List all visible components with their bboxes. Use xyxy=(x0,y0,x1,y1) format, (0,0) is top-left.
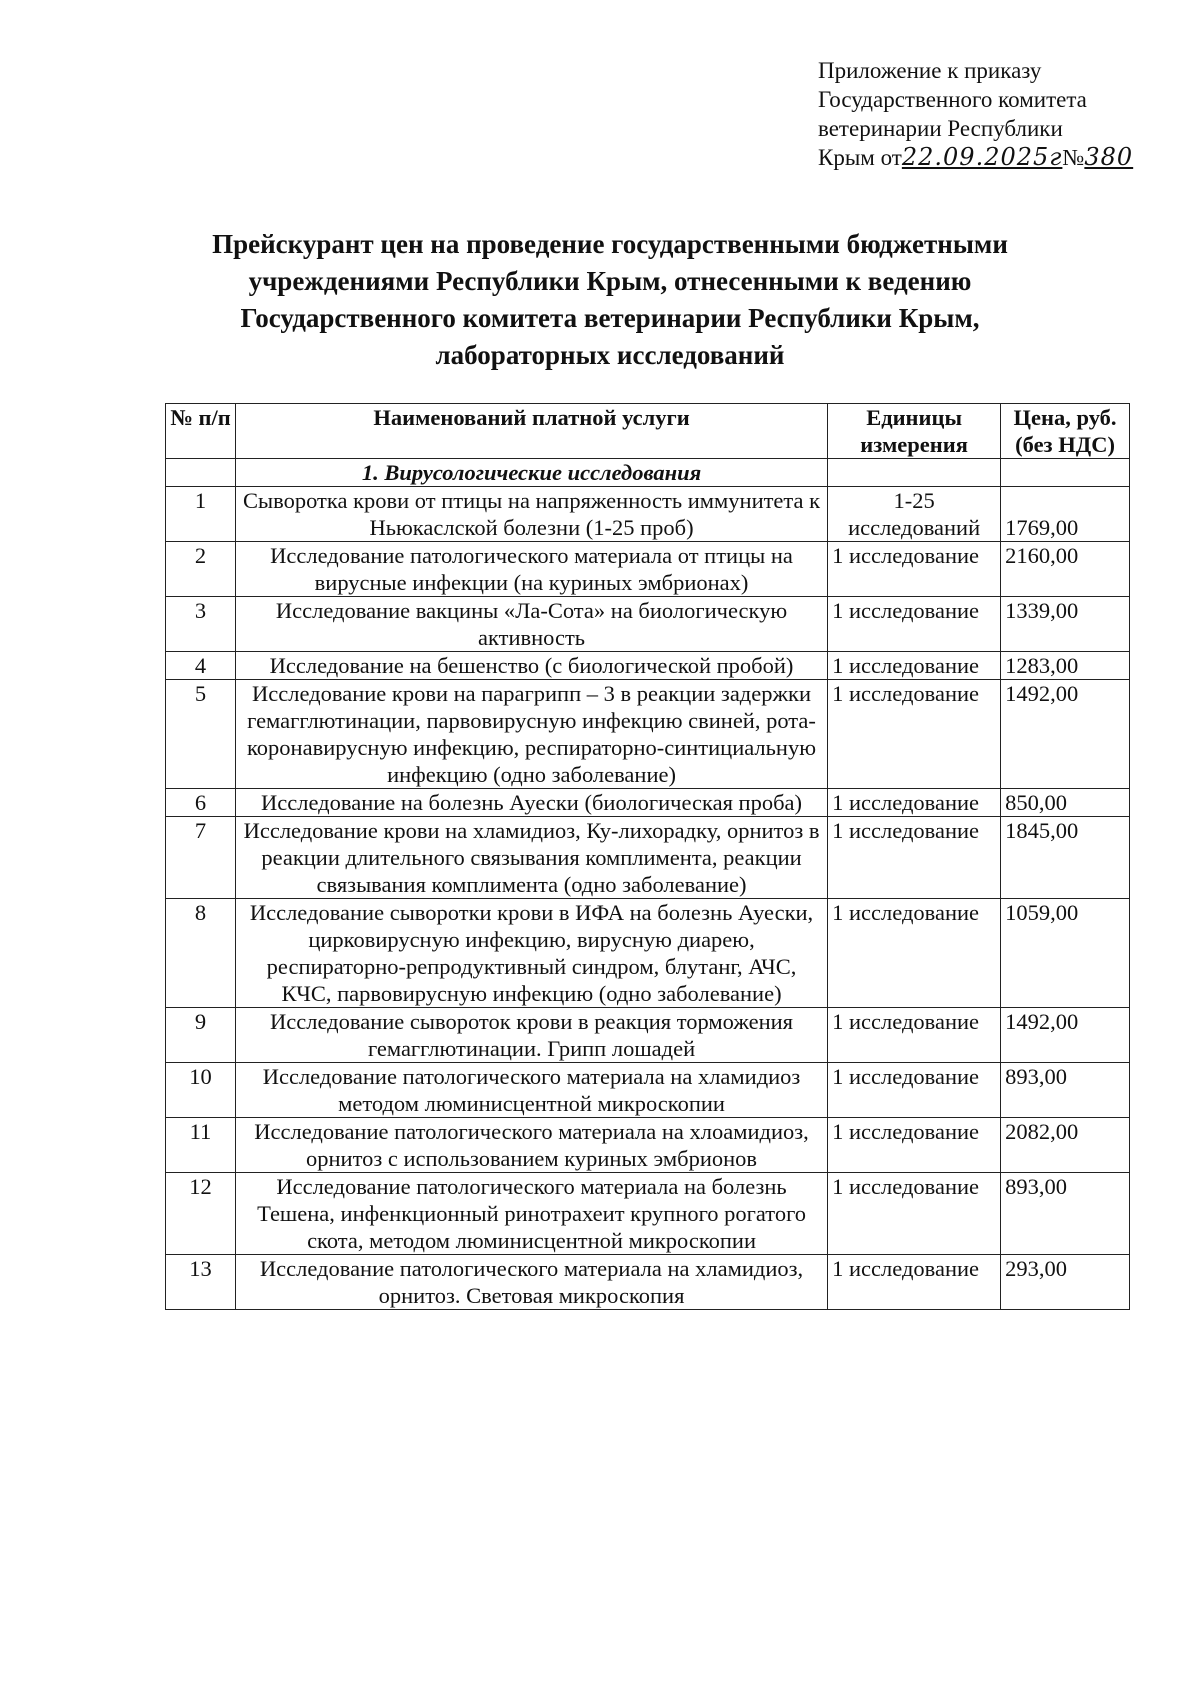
row-unit: 1 исследование xyxy=(828,817,1001,899)
row-num: 1 xyxy=(166,487,236,542)
header-name: Наименований платной услуги xyxy=(235,404,827,459)
row-service-name: Исследование вакцины «Ла-Сота» на биологическую активность xyxy=(235,597,827,652)
row-unit: 1 исследование xyxy=(828,680,1001,789)
row-price: 2160,00 xyxy=(1001,542,1130,597)
row-unit: 1 исследование xyxy=(828,652,1001,680)
appendix-line: ветеринарии Республики xyxy=(818,116,1063,141)
table-row xyxy=(166,487,1130,542)
row-num: 7 xyxy=(166,817,236,899)
row-service-name: Исследование патологического материала на хламидиоз методом люминисцентной микроскопии xyxy=(235,1063,827,1118)
table-row xyxy=(166,1255,1130,1310)
table-row xyxy=(166,1118,1130,1173)
appendix-block xyxy=(818,56,1133,172)
table-row xyxy=(166,652,1130,680)
row-price: 1339,00 xyxy=(1001,597,1130,652)
row-price: 893,00 xyxy=(1001,1063,1130,1118)
order-date: 22.09.2025г xyxy=(901,143,1063,171)
row-price: 1845,00 xyxy=(1001,817,1130,899)
header-unit: Единицы измерения xyxy=(828,404,1001,459)
section-row xyxy=(166,459,1130,487)
order-number: 380 xyxy=(1084,143,1134,171)
row-price: 1492,00 xyxy=(1001,680,1130,789)
row-num: 10 xyxy=(166,1063,236,1118)
table-row xyxy=(166,817,1130,899)
title-line: учреждениями Республики Крым, отнесенными к ведению xyxy=(248,266,972,296)
row-num: 4 xyxy=(166,652,236,680)
row-price: 1059,00 xyxy=(1001,899,1130,1008)
row-unit: 1-25 исследований xyxy=(828,487,1001,542)
row-num: 2 xyxy=(166,542,236,597)
row-unit: 1 исследование xyxy=(828,1063,1001,1118)
header-price: Цена, руб. (без НДС) xyxy=(1001,404,1130,459)
row-service-name: Исследование сывороток крови в реакция торможения гемагглютинации. Грипп лошадей xyxy=(235,1008,827,1063)
row-service-name: Исследование крови на парагрипп – 3 в реакции задержки гемагглютинации, парвовирусную инфекцию свиней, рота-коронавирусную инфекцию, респираторно-синтициальную инфекцию (одно заболевание) xyxy=(235,680,827,789)
row-price: 293,00 xyxy=(1001,1255,1130,1310)
row-service-name: Сыворотка крови от птицы на напряженность иммунитета к Ньюкаслской болезни (1-25 проб) xyxy=(235,487,827,542)
row-unit: 1 исследование xyxy=(828,1173,1001,1255)
price-table xyxy=(165,403,1130,1310)
row-service-name: Исследование сыворотки крови в ИФА на болезнь Ауески, цирковирусную инфекцию, вирусную диарею, респираторно-репродуктивный синдром, блутанг, АЧС, КЧС, парвовирусную инфекцию (одно заболевание) xyxy=(235,899,827,1008)
table-row xyxy=(166,542,1130,597)
row-num: 6 xyxy=(166,789,236,817)
appendix-prefix: Крым от xyxy=(818,145,902,170)
row-unit: 1 исследование xyxy=(828,542,1001,597)
row-price: 1283,00 xyxy=(1001,652,1130,680)
row-service-name: Исследование патологического материала на хлоамидиоз, орнитоз с использованием куриных эмбрионов xyxy=(235,1118,827,1173)
row-num: 12 xyxy=(166,1173,236,1255)
row-num: 5 xyxy=(166,680,236,789)
document-title xyxy=(180,226,1040,374)
table-row xyxy=(166,1173,1130,1255)
number-sign: № xyxy=(1062,145,1085,170)
header-num: № п/п xyxy=(166,404,236,459)
appendix-order-line xyxy=(818,143,1133,172)
table-row xyxy=(166,1008,1130,1063)
row-service-name: Исследование крови на хламидиоз, Ку-лихорадку, орнитоз в реакции длительного связывания комплимента, реакции связывания комплимента (одно заболевание) xyxy=(235,817,827,899)
table-row xyxy=(166,680,1130,789)
row-num: 8 xyxy=(166,899,236,1008)
row-service-name: Исследование патологического материала на хламидиоз, орнитоз. Световая микроскопия xyxy=(235,1255,827,1310)
row-service-name: Исследование патологического материала на болезнь Тешена, инфенкционный ринотрахеит крупного рогатого скота, методом люминисцентной микроскопии xyxy=(235,1173,827,1255)
table-row xyxy=(166,1063,1130,1118)
title-line: Прейскурант цен на проведение государственными бюджетными xyxy=(212,229,1008,259)
title-line: Государственного комитета ветеринарии Республики Крым, xyxy=(240,303,980,333)
row-unit: 1 исследование xyxy=(828,597,1001,652)
row-price: 1492,00 xyxy=(1001,1008,1130,1063)
row-num: 9 xyxy=(166,1008,236,1063)
row-num: 13 xyxy=(166,1255,236,1310)
row-price: 1769,00 xyxy=(1001,487,1130,542)
row-unit: 1 исследование xyxy=(828,1008,1001,1063)
row-price: 850,00 xyxy=(1001,789,1130,817)
row-num: 11 xyxy=(166,1118,236,1173)
appendix-line: Приложение к приказу xyxy=(818,58,1042,83)
table-row xyxy=(166,597,1130,652)
row-service-name: Исследование патологического материала от птицы на вирусные инфекции (на куриных эмбрионах) xyxy=(235,542,827,597)
row-price: 2082,00 xyxy=(1001,1118,1130,1173)
table-row xyxy=(166,899,1130,1008)
row-unit: 1 исследование xyxy=(828,899,1001,1008)
title-line: лабораторных исследований xyxy=(435,340,785,370)
appendix-line: Государственного комитета xyxy=(818,87,1087,112)
row-price: 893,00 xyxy=(1001,1173,1130,1255)
row-num: 3 xyxy=(166,597,236,652)
row-unit: 1 исследование xyxy=(828,1118,1001,1173)
row-unit: 1 исследование xyxy=(828,1255,1001,1310)
section-title: 1. Вирусологические исследования xyxy=(235,459,827,487)
row-unit: 1 исследование xyxy=(828,789,1001,817)
table-header-row xyxy=(166,404,1130,459)
row-service-name: Исследование на болезнь Ауески (биологическая проба) xyxy=(235,789,827,817)
table-row xyxy=(166,789,1130,817)
row-service-name: Исследование на бешенство (с биологической пробой) xyxy=(235,652,827,680)
